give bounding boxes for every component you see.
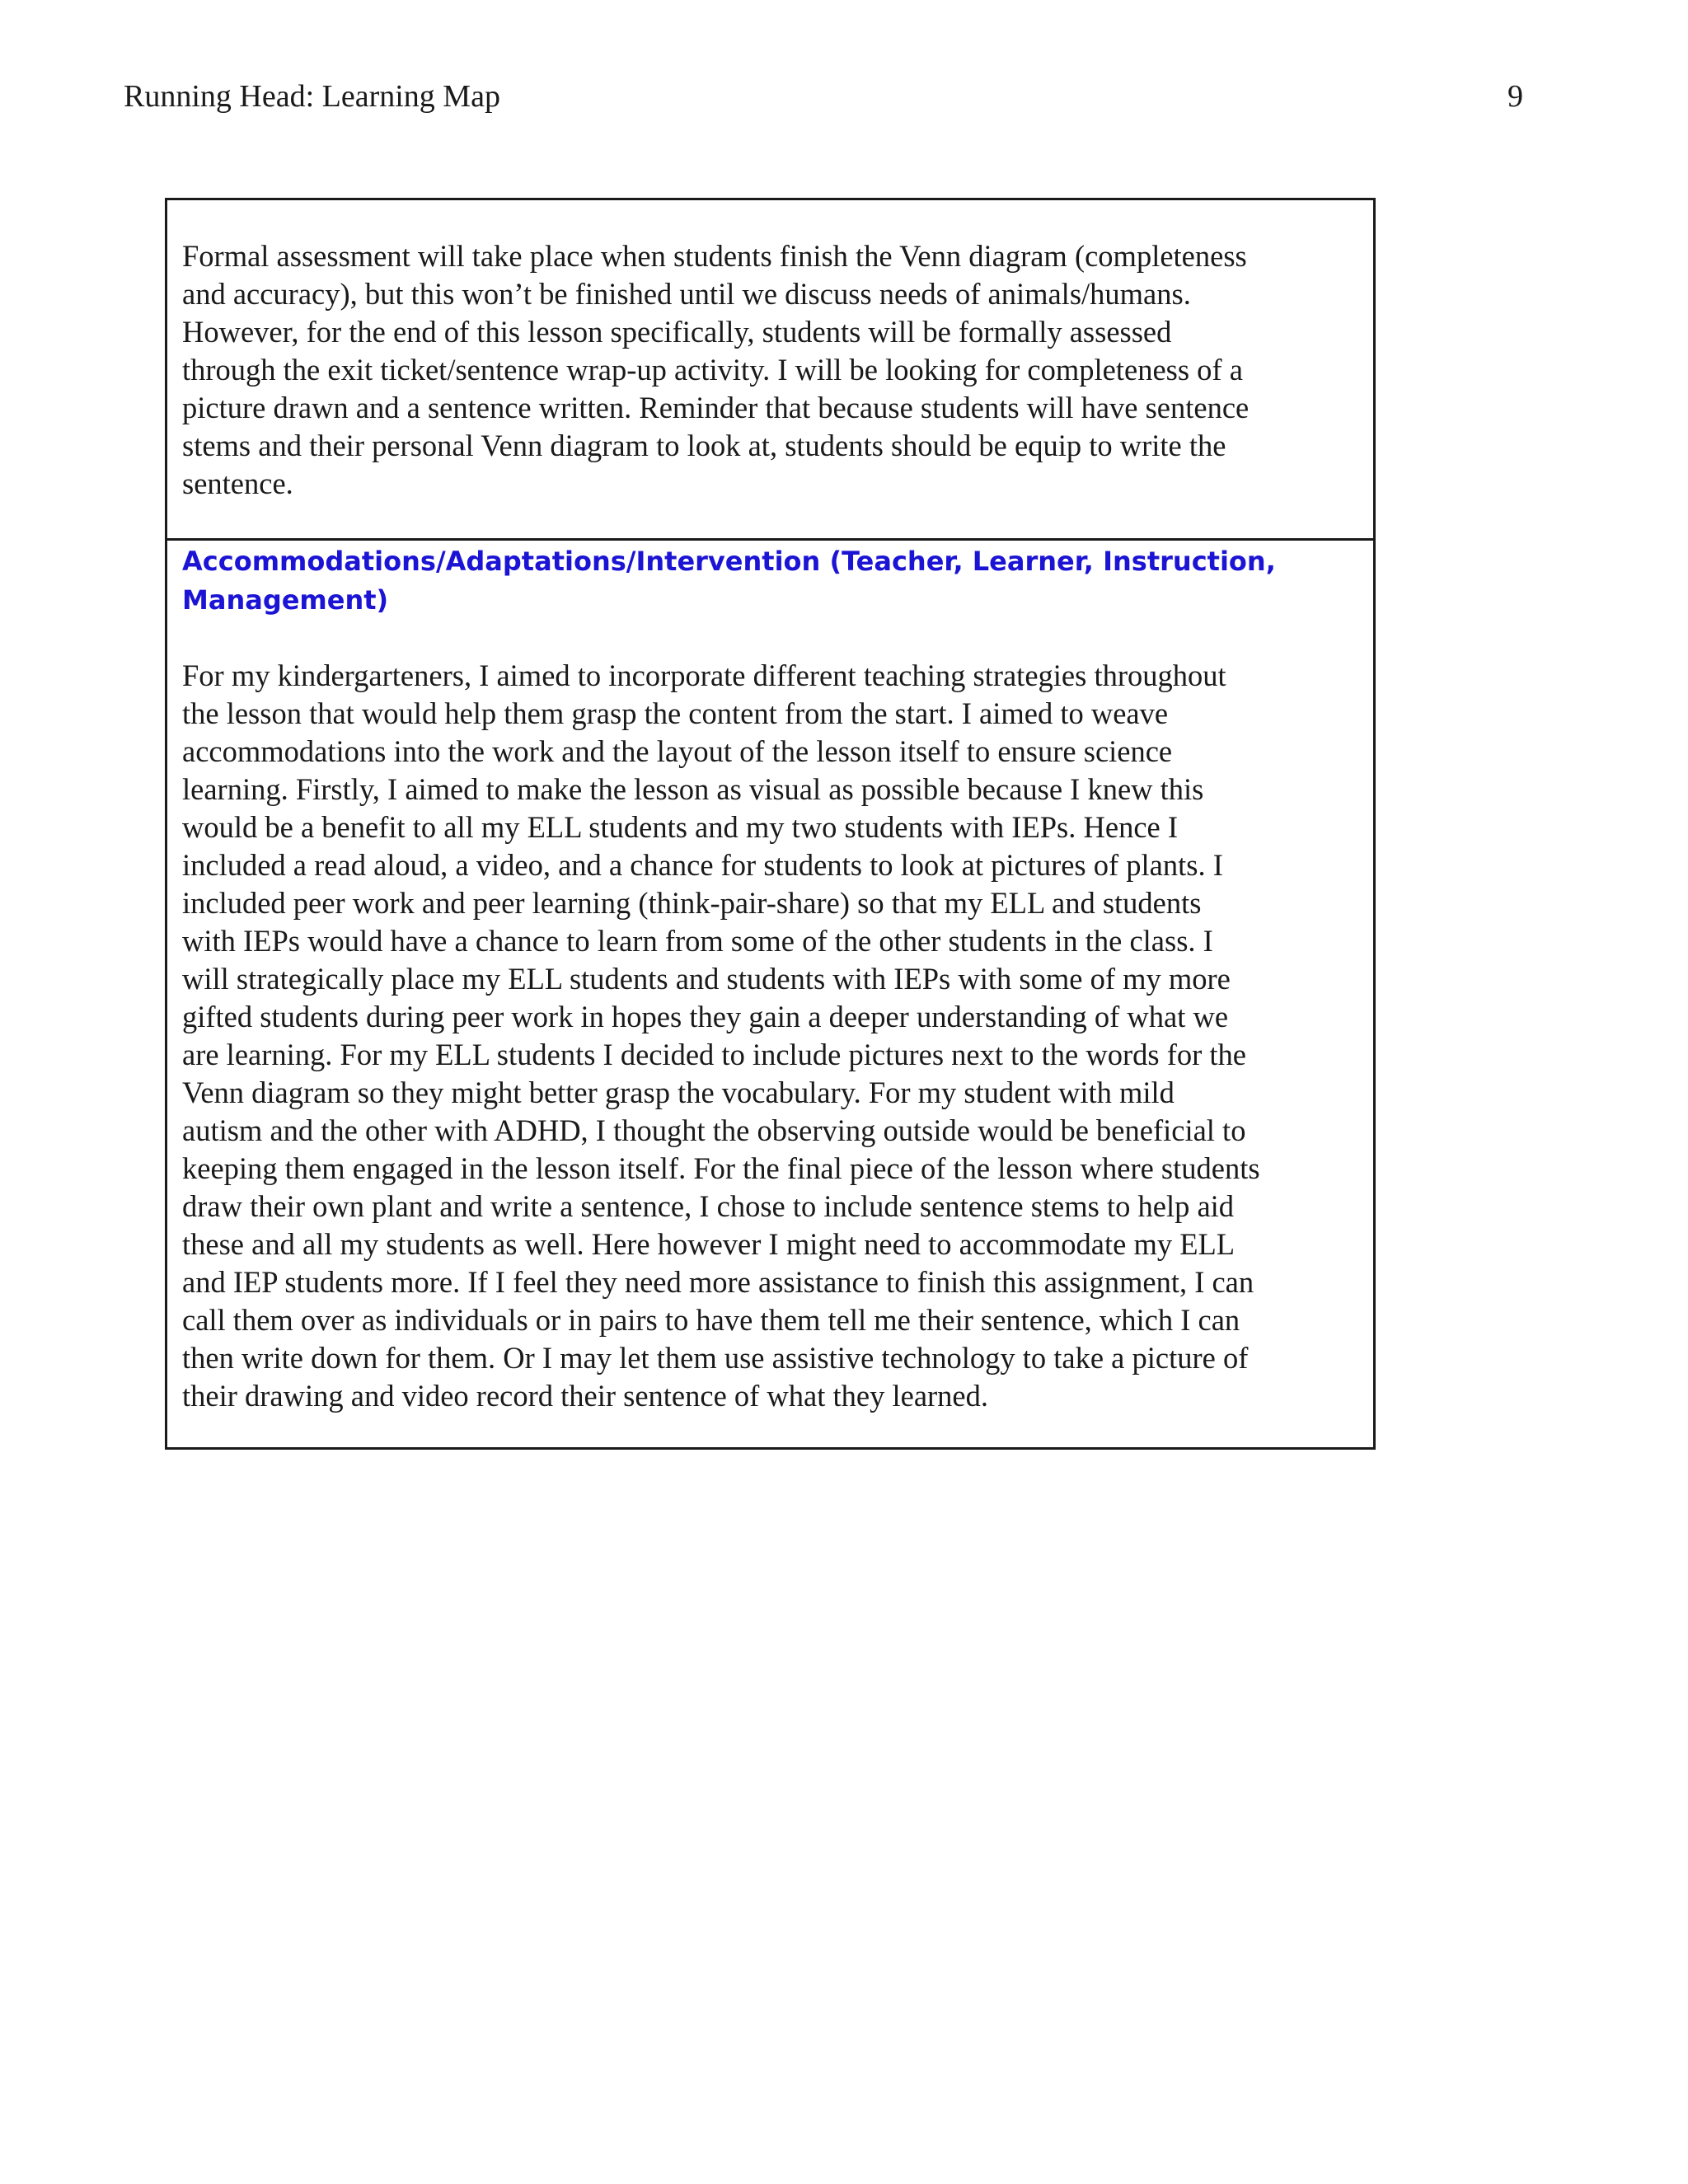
accommodations-line: then write down for them. Or I may let them use assistive technology to take a picture of bbox=[182, 1341, 1249, 1375]
assessment-line: However, for the end of this lesson specifically, students will be formally assessed bbox=[182, 315, 1172, 349]
assessment-line: sentence. bbox=[182, 466, 293, 500]
accommodations-line: included peer work and peer learning (think-pair-share) so that my ELL and students bbox=[182, 886, 1202, 920]
accommodations-line: included a read aloud, a video, and a chance for students to look at pictures of plants. I bbox=[182, 848, 1223, 882]
accommodations-line: learning. Firstly, I aimed to make the lesson as visual as possible because I knew this bbox=[182, 772, 1204, 806]
accommodations-line: autism and the other with ADHD, I thought the observing outside would be beneficial to bbox=[182, 1113, 1246, 1147]
assessment-line: stems and their personal Venn diagram to look at, students should be equip to write the bbox=[182, 429, 1226, 462]
assessment-line: picture drawn and a sentence written. Reminder that because students will have sentence bbox=[182, 391, 1250, 424]
accommodations-line: their drawing and video record their sentence of what they learned. bbox=[182, 1379, 988, 1413]
accommodations-line: gifted students during peer work in hopes they gain a deeper understanding of what we bbox=[182, 1000, 1229, 1033]
accommodations-line: and IEP students more. If I feel they need more assistance to finish this assignment, I can bbox=[182, 1265, 1254, 1299]
accommodations-line: with IEPs would have a chance to learn from some of the other students in the class. I bbox=[182, 924, 1213, 958]
accommodations-line: these and all my students as well. Here however I might need to accommodate my ELL bbox=[182, 1227, 1236, 1261]
accommodations-line: call them over as individuals or in pairs to have them tell me their sentence, which I can bbox=[182, 1303, 1240, 1337]
assessment-line: Formal assessment will take place when students finish the Venn diagram (completeness bbox=[182, 239, 1247, 273]
lesson-table bbox=[165, 198, 1376, 1450]
accommodations-heading: Management) bbox=[182, 584, 389, 616]
accommodations-line: would be a benefit to all my ELL students and my two students with IEPs. Hence I bbox=[182, 810, 1178, 844]
accommodations-heading: Accommodations/Adaptations/Intervention (Teacher, Learner, Instruction, bbox=[182, 546, 1276, 577]
accommodations-line: the lesson that would help them grasp the content from the start. I aimed to weave bbox=[182, 696, 1169, 730]
accommodations-line: are learning. For my ELL students I decided to include pictures next to the words for the bbox=[182, 1038, 1246, 1071]
accommodations-line: Venn diagram so they might better grasp the vocabulary. For my student with mild bbox=[182, 1076, 1175, 1109]
accommodations-cell bbox=[167, 541, 1373, 1447]
assessment-line: through the exit ticket/sentence wrap-up activity. I will be looking for completeness of a bbox=[182, 353, 1243, 387]
page-number: 9 bbox=[1507, 79, 1523, 114]
accommodations-line: accommodations into the work and the layout of the lesson itself to ensure science bbox=[182, 734, 1173, 768]
accommodations-line: For my kindergarteners, I aimed to incorporate different teaching strategies throughout bbox=[182, 658, 1226, 692]
assessment-line: and accuracy), but this won’t be finished until we discuss needs of animals/humans. bbox=[182, 277, 1191, 311]
assessment-cell bbox=[167, 200, 1373, 541]
accommodations-line: keeping them engaged in the lesson itself. For the final piece of the lesson where students bbox=[182, 1151, 1260, 1185]
accommodations-line: draw their own plant and write a sentence, I chose to include sentence stems to help aid bbox=[182, 1189, 1235, 1223]
running-head: Running Head: Learning Map bbox=[124, 79, 500, 114]
accommodations-line: will strategically place my ELL students and students with IEPs with some of my more bbox=[182, 962, 1231, 996]
